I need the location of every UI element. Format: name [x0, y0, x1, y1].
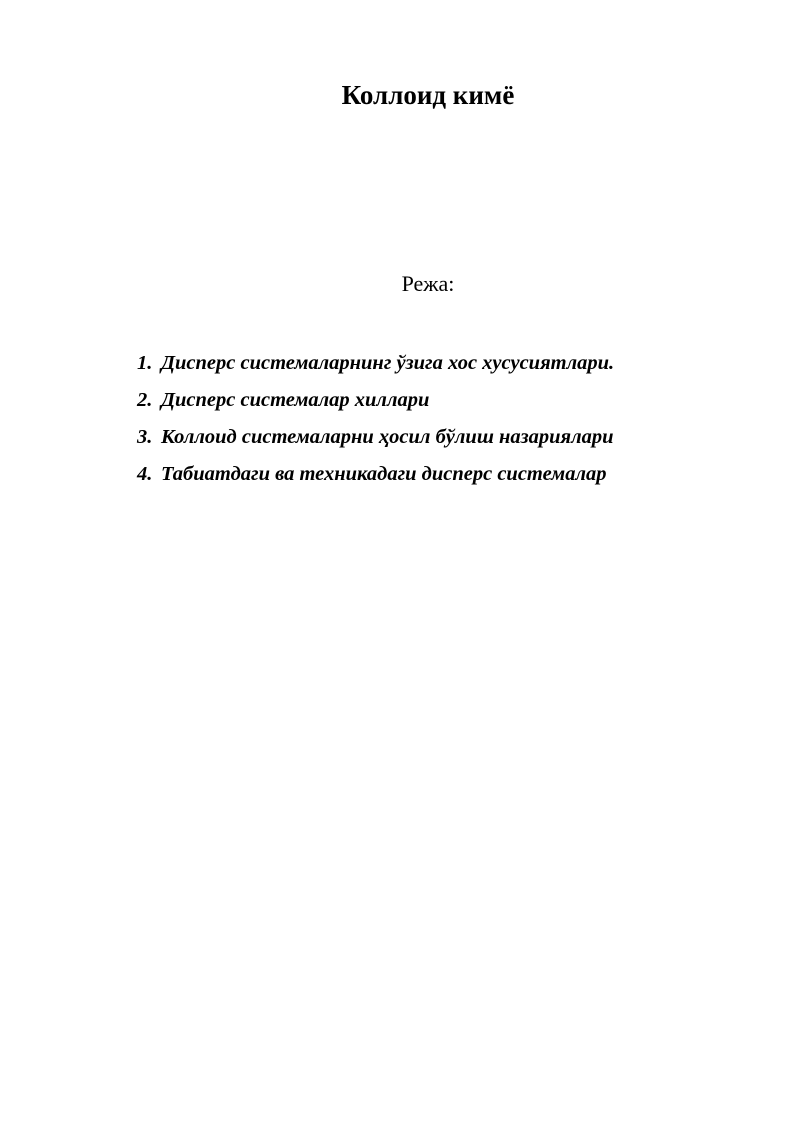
plan-item-text: Дисперс системалар хиллари	[161, 389, 430, 411]
plan-item-4	[137, 460, 757, 497]
plan-item-number: 3.	[137, 426, 153, 448]
plan-item-number: 2.	[137, 389, 153, 411]
plan-item-number: 1.	[137, 352, 153, 374]
plan-item-1	[137, 349, 757, 386]
plan-item-text: Коллоид системаларни ҳосил бўлиш назариялари	[161, 426, 614, 448]
plan-item-text: Дисперс системаларнинг ўзига хос хусусиятлари.	[161, 352, 615, 374]
plan-item-text: Табиатдаги ва техникадаги дисперс системалар	[161, 463, 607, 485]
plan-item-number: 4.	[137, 463, 153, 485]
plan-item-3	[137, 423, 757, 460]
document-title: Коллоид кимё	[341, 80, 515, 110]
plan-list	[137, 349, 757, 497]
plan-heading: Режа:	[401, 271, 455, 296]
plan-item-2	[137, 386, 757, 423]
